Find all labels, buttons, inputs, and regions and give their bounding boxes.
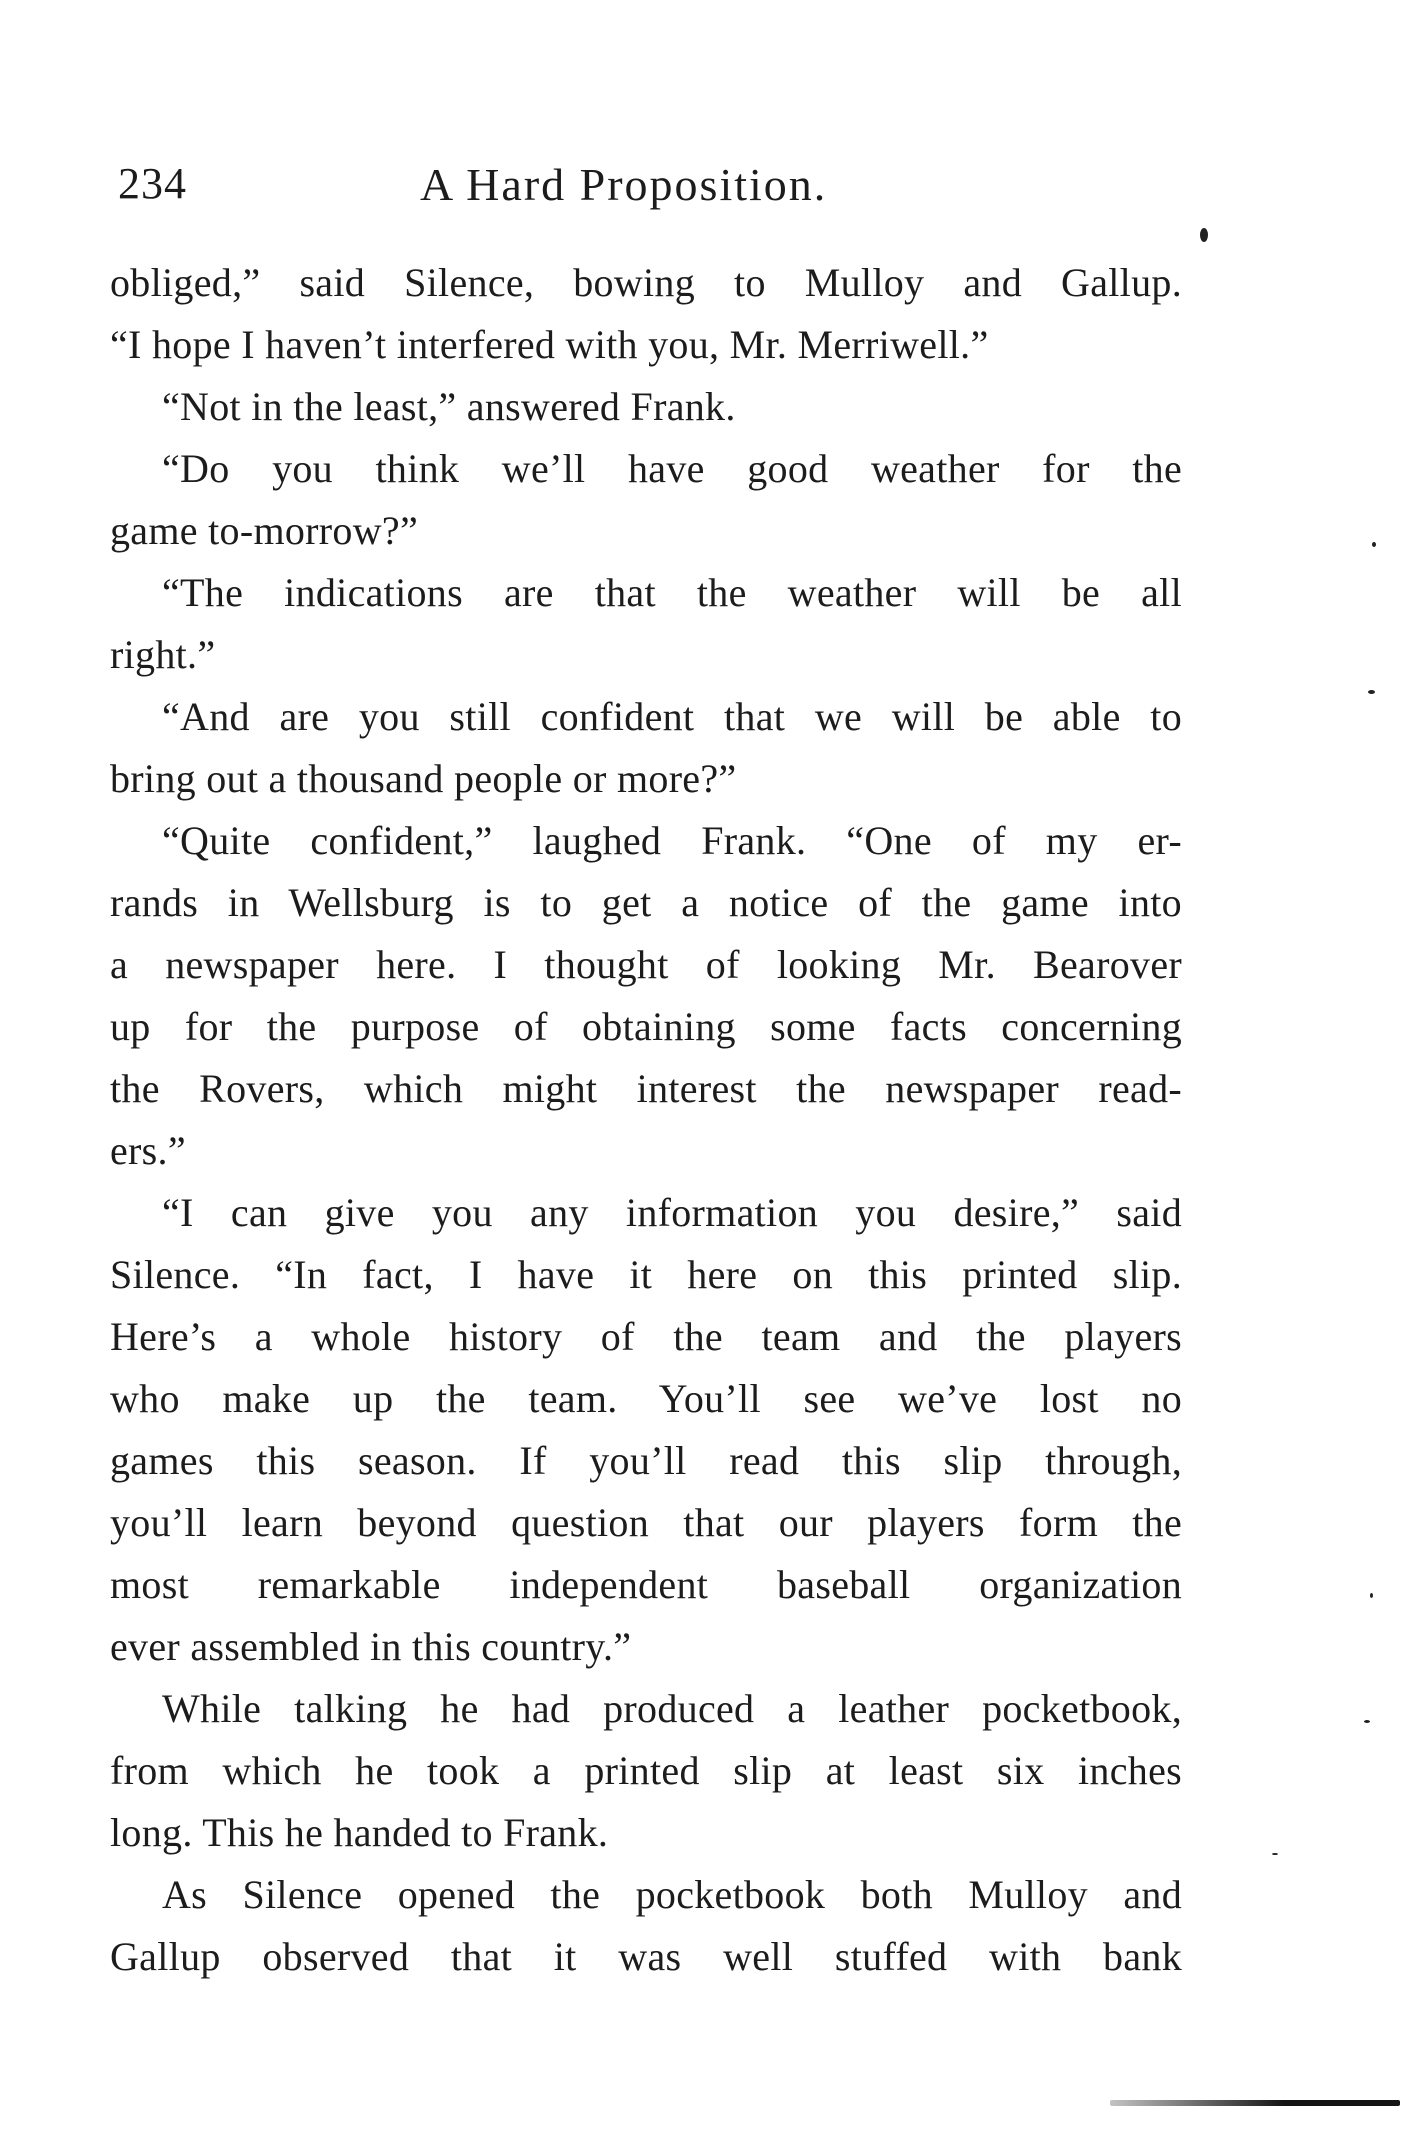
page-header: [118, 158, 1178, 228]
text-line: Gallup observed that it was well stuffed with bank: [110, 1934, 1182, 1979]
text-line: ever assembled in this country.”: [110, 1624, 632, 1669]
scan-speck: [1272, 1853, 1278, 1855]
scan-speck: [1370, 1593, 1373, 1598]
text-line: rands in Wellsburg is to get a notice of the game into: [110, 880, 1182, 925]
text-line: “I hope I haven’t interfered with you, Mr. Merriwell.”: [110, 322, 989, 367]
text-line: obliged,” said Silence, bowing to Mulloy and Gallup.: [110, 260, 1182, 305]
running-title: A Hard Proposition.: [420, 159, 828, 210]
scan-speck: [1364, 1720, 1370, 1723]
scan-speck: [1368, 690, 1375, 694]
page-number: 234: [118, 159, 187, 208]
text-line: you’ll learn beyond question that our players form the: [110, 1500, 1182, 1545]
text-line: game to-morrow?”: [110, 508, 419, 553]
text-line: “The indications are that the weather will be all: [162, 570, 1182, 615]
bottom-rule: [1110, 2100, 1400, 2106]
text-line: most remarkable independent baseball organization: [110, 1562, 1182, 1607]
scan-speck: [1200, 228, 1208, 242]
text-line: games this season. If you’ll read this slip through,: [110, 1438, 1182, 1483]
text-line: Here’s a whole history of the team and the players: [110, 1314, 1182, 1359]
text-line: long. This he handed to Frank.: [110, 1810, 609, 1855]
text-line: “Not in the least,” answered Frank.: [162, 384, 736, 429]
text-line: up for the purpose of obtaining some facts concerning: [110, 1004, 1182, 1049]
text-line: “Do you think we’ll have good weather for the: [162, 446, 1182, 491]
text-line: bring out a thousand people or more?”: [110, 756, 737, 801]
text-line: a newspaper here. I thought of looking Mr. Bearover: [110, 942, 1182, 987]
text-line: Silence. “In fact, I have it here on this printed slip.: [110, 1252, 1182, 1297]
text-line: “Quite confident,” laughed Frank. “One of my er-: [162, 818, 1182, 863]
text-line: “I can give you any information you desire,” said: [162, 1190, 1182, 1235]
text-line: right.”: [110, 632, 216, 677]
text-line: While talking he had produced a leather pocketbook,: [162, 1686, 1182, 1731]
text-line: “And are you still confident that we will be able to: [162, 694, 1182, 739]
text-line: who make up the team. You’ll see we’ve lost no: [110, 1376, 1182, 1421]
text-line: ers.”: [110, 1128, 186, 1173]
text-line: As Silence opened the pocketbook both Mulloy and: [162, 1872, 1182, 1917]
scan-speck: [1372, 542, 1376, 547]
text-line: from which he took a printed slip at least six inches: [110, 1748, 1182, 1793]
text-line: the Rovers, which might interest the newspaper read-: [110, 1066, 1182, 1111]
body-text: [110, 252, 1182, 1988]
